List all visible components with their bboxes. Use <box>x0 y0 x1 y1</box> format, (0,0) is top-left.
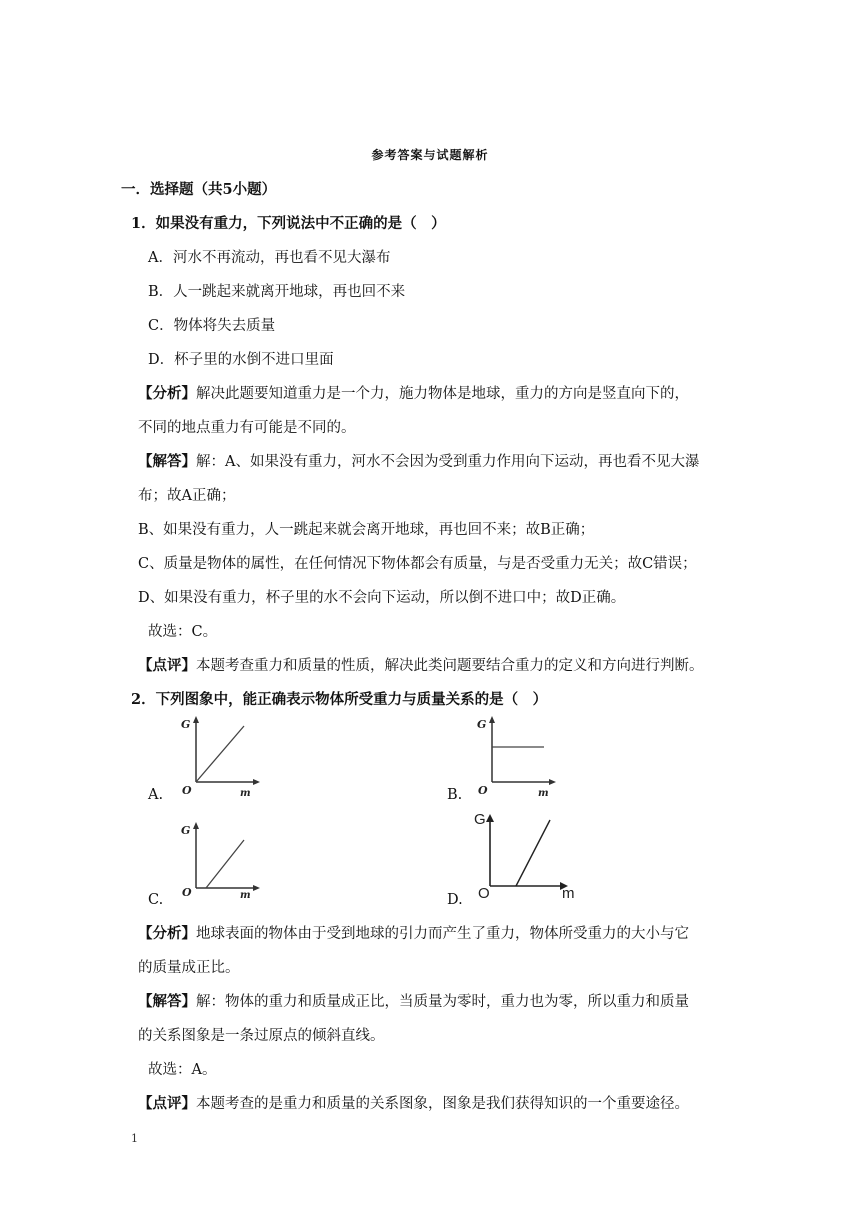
question-1-answer-line-1: 【解答】解：A、如果没有重力，河水不会因为受到重力作用向下运动，再也看不见大瀑 <box>138 453 700 470</box>
question-1-stem: 1．如果没有重力，下列说法中不正确的是（ ） <box>131 215 446 232</box>
graph-a-y-label: G <box>181 718 191 731</box>
answer-tag: 【解答】 <box>138 453 196 470</box>
graph-d-y-label: G <box>474 811 486 828</box>
question-2-analysis-line-2: 的质量成正比。 <box>138 960 240 976</box>
graph-d-x-label: m <box>562 885 575 902</box>
question-2-stem: 2．下列图象中，能正确表示物体所受重力与质量关系的是（ ） <box>131 691 548 708</box>
graph-d-origin: O <box>478 885 490 902</box>
graph-c-y-label: G <box>181 824 191 837</box>
question-1-option-d: D．杯子里的水倒不进口里面 <box>148 352 334 368</box>
page-number: 1 <box>131 1132 138 1145</box>
answer-tag: 【解答】 <box>138 993 196 1010</box>
question-1-answer-line-3: B、如果没有重力，人一跳起来就会离开地球，再也回不来；故B正确； <box>138 522 595 538</box>
page-title: 参考答案与试题解析 <box>371 148 489 162</box>
option-d-letter: D. <box>447 892 463 908</box>
graph-c <box>178 818 298 918</box>
question-1-choice: 故选：C。 <box>148 624 218 640</box>
graph-c-origin: O <box>182 886 192 899</box>
question-2-answer-line-2: 的关系图象是一条过原点的倾斜直线。 <box>138 1028 385 1044</box>
comment-tag: 【点评】 <box>138 657 196 674</box>
graph-b-origin: O <box>478 784 488 797</box>
option-c-letter: C. <box>148 892 164 908</box>
question-1-comment: 【点评】本题考查重力和质量的性质，解决此类问题要结合重力的定义和方向进行判断。 <box>138 657 704 674</box>
graph-b <box>474 712 594 812</box>
analysis-tag: 【分析】 <box>138 925 196 942</box>
question-1-option-b: B．人一跳起来就离开地球，再也回不来 <box>148 284 406 300</box>
graph-b-x-label: m <box>538 788 549 799</box>
graph-a <box>178 712 298 812</box>
question-2-analysis-line-1: 【分析】地球表面的物体由于受到地球的引力而产生了重力，物体所受重力的大小与它 <box>138 925 689 942</box>
question-1-option-a: A．河水不再流动，再也看不见大瀑布 <box>148 250 391 266</box>
graph-a-x-label: m <box>240 788 251 799</box>
question-1-answer-line-5: D、如果没有重力，杯子里的水不会向下运动，所以倒不进口中；故D正确。 <box>138 590 626 606</box>
graph-a-origin: O <box>182 784 192 797</box>
question-2-choice: 故选：A。 <box>148 1062 217 1078</box>
option-a-letter: A. <box>148 787 164 803</box>
graph-d <box>470 806 590 906</box>
question-1-answer-line-4: C、质量是物体的属性，在任何情况下物体都会有质量，与是否受重力无关；故C错误； <box>138 556 697 572</box>
analysis-tag: 【分析】 <box>138 385 196 402</box>
option-b-letter: B. <box>447 787 463 803</box>
comment-tag: 【点评】 <box>138 1095 196 1112</box>
question-1-analysis-line-2: 不同的地点重力有可能是不同的。 <box>138 420 356 436</box>
question-1-option-c: C．物体将失去质量 <box>148 318 276 334</box>
graph-c-x-label: m <box>240 890 251 901</box>
section-heading: 一．选择题（共5小题） <box>121 181 277 198</box>
question-2-answer-line-1: 【解答】解：物体的重力和质量成正比，当质量为零时，重力也为零，所以重力和质量 <box>138 993 689 1010</box>
question-1-answer-line-2: 布；故A正确； <box>138 488 236 504</box>
graph-b-y-label: G <box>477 718 487 731</box>
question-1-analysis-line-1: 【分析】解决此题要知道重力是一个力，施力物体是地球，重力的方向是竖直向下的， <box>138 385 689 402</box>
question-2-comment: 【点评】本题考查的是重力和质量的关系图象，图象是我们获得知识的一个重要途径。 <box>138 1095 689 1112</box>
